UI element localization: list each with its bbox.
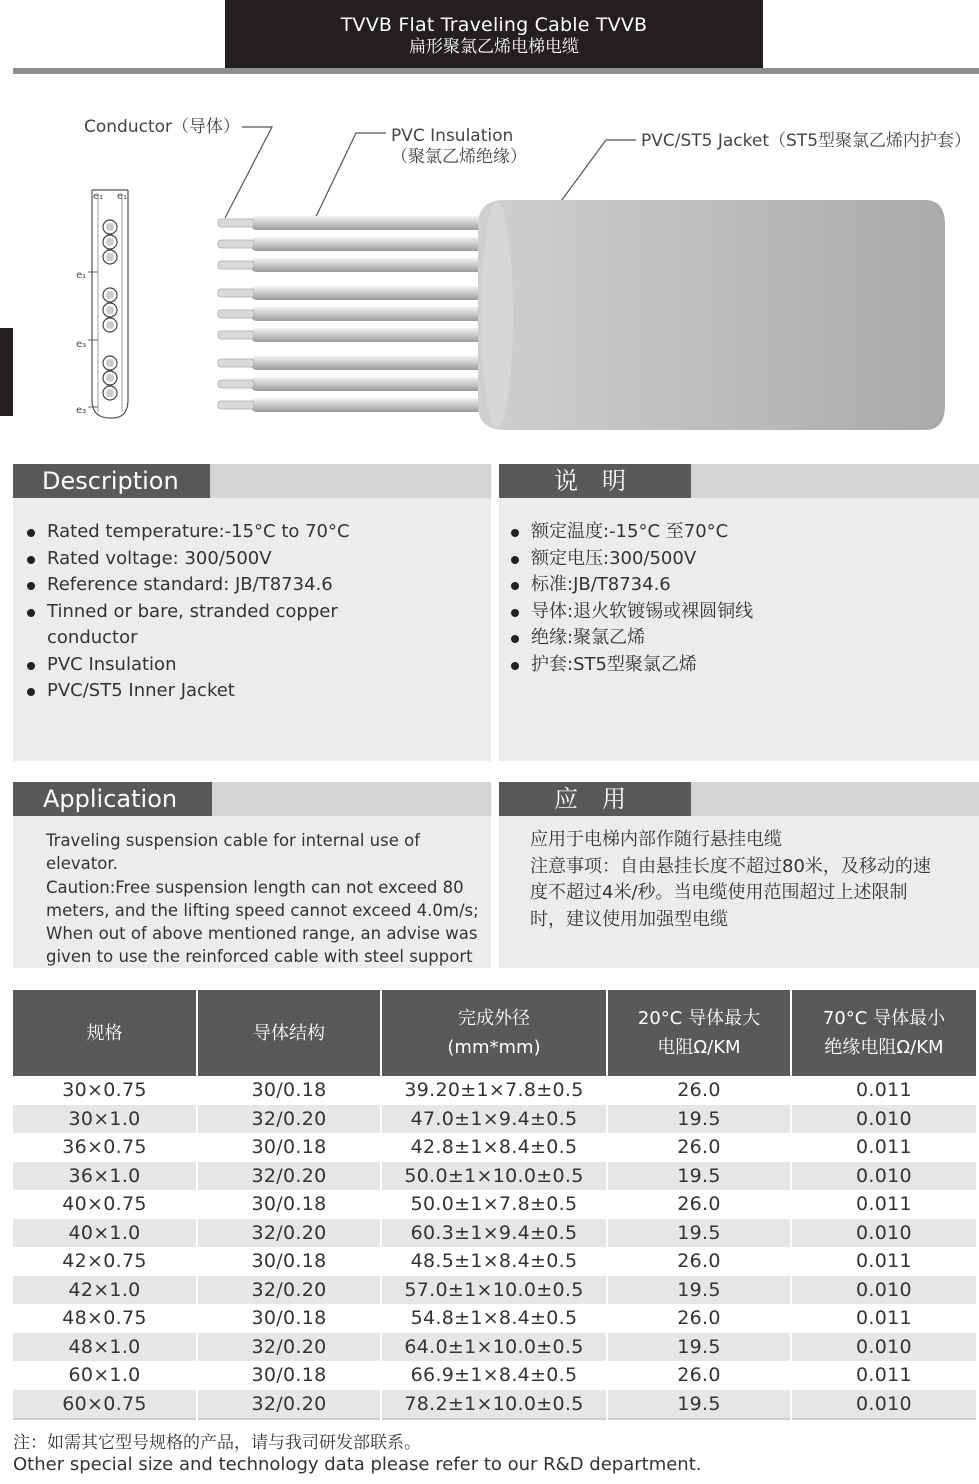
table-cell: 32/0.20: [197, 1219, 381, 1248]
insulation-label: PVC Insulation: [391, 126, 514, 146]
table-cell: 32/0.20: [197, 1333, 381, 1362]
table-cell: 78.2±1×10.0±0.5: [381, 1390, 607, 1420]
table-row: [13, 1361, 976, 1390]
table-cell: 48×0.75: [13, 1304, 197, 1333]
conductor-label: Conductor（导体）: [84, 117, 241, 137]
table-cell: 50.0±1×7.8±0.5: [381, 1190, 607, 1219]
cross-label: e₁: [117, 191, 128, 202]
table-cell: 48.5±1×8.4±0.5: [381, 1247, 607, 1276]
table-cell: 54.8±1×8.4±0.5: [381, 1304, 607, 1333]
table-cell: 19.5: [607, 1390, 791, 1420]
table-cell: 0.011: [791, 1190, 976, 1219]
table-cell: 0.010: [791, 1390, 976, 1420]
table-cell: 60×0.75: [13, 1390, 197, 1420]
table-cell: 30/0.18: [197, 1190, 381, 1219]
table-cell: 0.010: [791, 1333, 976, 1362]
table-cell: 42.8±1×8.4±0.5: [381, 1133, 607, 1162]
table-row: [13, 1390, 976, 1420]
table-cell: 60.3±1×9.4±0.5: [381, 1219, 607, 1248]
table-row: [13, 1247, 976, 1276]
table-cell: 19.5: [607, 1105, 791, 1134]
list-item: 标准:JB/T8734.6: [509, 572, 949, 599]
table-cell: 19.5: [607, 1333, 791, 1362]
application-heading: Application: [13, 782, 212, 816]
table-row: [13, 1105, 976, 1134]
list-item: Rated voltage: 300/500V: [25, 546, 365, 573]
cross-label: e₁: [93, 191, 104, 202]
list-item: Reference standard: JB/T8734.6: [25, 572, 365, 599]
table-cell: 19.5: [607, 1219, 791, 1248]
col-header-diameter: 完成外径 (mm*mm): [381, 990, 607, 1076]
note-cn: 注：如需其它型号规格的产品，请与我司研发部联系。: [13, 1433, 421, 1453]
heading-strip: [691, 782, 979, 816]
cross-section: [76, 190, 128, 418]
table-cell: 26.0: [607, 1361, 791, 1390]
table-cell: 0.011: [791, 1076, 976, 1105]
note-en: Other special size and technology data please refer to our R&D department.: [13, 1454, 702, 1475]
table-cell: 32/0.20: [197, 1276, 381, 1305]
table-cell: 26.0: [607, 1304, 791, 1333]
table-cell: 60×1.0: [13, 1361, 197, 1390]
table-cell: 0.010: [791, 1162, 976, 1191]
table-cell: 0.010: [791, 1219, 976, 1248]
description-cn-panel: [499, 464, 979, 761]
description-heading: Description: [13, 464, 210, 498]
title-en: TVVB Flat Traveling Cable TVVB: [340, 14, 648, 36]
title-cn: 扁形聚氯乙烯电梯电缆: [409, 37, 579, 57]
insulation-label-cn: （聚氯乙烯绝缘）: [391, 147, 527, 167]
list-item: 额定温度:-15°C 至70°C: [509, 519, 949, 546]
table-row: [13, 1076, 976, 1105]
table-cell: 19.5: [607, 1162, 791, 1191]
table-cell: 42×0.75: [13, 1247, 197, 1276]
table-cell: 19.5: [607, 1276, 791, 1305]
list-item: PVC Insulation: [25, 652, 365, 679]
cross-label: e₃: [76, 339, 87, 350]
application-text: Traveling suspension cable for internal use of elevator. Caution:Free suspension length can not exceed 80 meters, and the lifting speed cannot exceed 4.0m/s; When out of above mentioned range, an advise was given to use the reinforced cable with steel support: [46, 831, 479, 967]
table-cell: 40×0.75: [13, 1190, 197, 1219]
table-cell: 40×1.0: [13, 1219, 197, 1248]
table-cell: 30×0.75: [13, 1076, 197, 1105]
table-row: [13, 1219, 976, 1248]
table-cell: 30/0.18: [197, 1133, 381, 1162]
table-header-row: [13, 990, 976, 1076]
table-cell: 0.011: [791, 1304, 976, 1333]
col-header-spec: 规格: [13, 990, 197, 1076]
table-cell: 30/0.18: [197, 1304, 381, 1333]
cross-label: e₃: [76, 405, 87, 416]
table-cell: 30/0.18: [197, 1247, 381, 1276]
table-row: [13, 1133, 976, 1162]
list-item: 绝缘:聚氯乙烯: [509, 625, 949, 652]
table-cell: 0.010: [791, 1276, 976, 1305]
table-cell: 66.9±1×8.4±0.5: [381, 1361, 607, 1390]
table-cell: 36×1.0: [13, 1162, 197, 1191]
list-item: 额定电压:300/500V: [509, 546, 949, 573]
table-cell: 26.0: [607, 1133, 791, 1162]
application-panel: [13, 782, 491, 968]
description-list: [25, 519, 365, 705]
table-cell: 32/0.20: [197, 1105, 381, 1134]
jacket-label: PVC/ST5 Jacket（ST5型聚氯乙烯内护套）: [641, 131, 972, 151]
col-header-resistance: 20°C 导体最大 电阻Ω/KM: [607, 990, 791, 1076]
table-cell: 48×1.0: [13, 1333, 197, 1362]
table-cell: 32/0.20: [197, 1390, 381, 1420]
table-row: [13, 1276, 976, 1305]
table-row: [13, 1162, 976, 1191]
spec-table: [13, 990, 976, 1420]
table-cell: 26.0: [607, 1076, 791, 1105]
list-item: PVC/ST5 Inner Jacket: [25, 678, 365, 705]
table-cell: 0.011: [791, 1361, 976, 1390]
col-header-insulation: 70°C 导体最小 绝缘电阻Ω/KM: [791, 990, 976, 1076]
table-cell: 42×1.0: [13, 1276, 197, 1305]
list-item: 导体:退火软镀锡或裸圆铜线: [509, 599, 949, 626]
list-item: Tinned or bare, stranded copper conductor: [25, 599, 365, 652]
table-cell: 57.0±1×10.0±0.5: [381, 1276, 607, 1305]
cross-label: e₁: [76, 270, 87, 281]
list-item: Rated temperature:-15°C to 70°C: [25, 519, 365, 546]
page-header: [225, 0, 763, 68]
header-rule: [13, 68, 979, 74]
description-cn-list: [509, 519, 949, 678]
description-panel: [13, 464, 491, 761]
table-row: [13, 1333, 976, 1362]
description-cn-heading: 说 明: [499, 464, 691, 498]
table-cell: 47.0±1×9.4±0.5: [381, 1105, 607, 1134]
cable-jacket: [478, 200, 945, 430]
application-cn-heading: 应 用: [499, 782, 691, 816]
heading-strip: [212, 782, 491, 816]
table-cell: 50.0±1×10.0±0.5: [381, 1162, 607, 1191]
table-cell: 30/0.18: [197, 1076, 381, 1105]
table-cell: 64.0±1×10.0±0.5: [381, 1333, 607, 1362]
heading-strip: [691, 464, 979, 498]
table-cell: 26.0: [607, 1190, 791, 1219]
table-row: [13, 1304, 976, 1333]
application-cn-text: 应用于电梯内部作随行悬挂电缆 注意事项：自由悬挂长度不超过80米，及移动的速 度不超过4米/秒。当电缆使用范围超过上述限制 时，建议使用加强型电缆: [530, 829, 931, 930]
table-cell: 0.011: [791, 1247, 976, 1276]
table-cell: 32/0.20: [197, 1162, 381, 1191]
heading-strip: [210, 464, 491, 498]
table-cell: 30×1.0: [13, 1105, 197, 1134]
table-cell: 26.0: [607, 1247, 791, 1276]
table-cell: 0.010: [791, 1105, 976, 1134]
insulated-wires: [218, 216, 500, 412]
list-item: 护套:ST5型聚氯乙烯: [509, 652, 949, 679]
col-header-conductor: 导体结构: [197, 990, 381, 1076]
cable-diagram: [0, 100, 979, 460]
table-cell: 30/0.18: [197, 1361, 381, 1390]
application-cn-panel: [499, 782, 979, 968]
table-row: [13, 1190, 976, 1219]
table-cell: 39.20±1×7.8±0.5: [381, 1076, 607, 1105]
table-cell: 0.011: [791, 1133, 976, 1162]
table-cell: 36×0.75: [13, 1133, 197, 1162]
